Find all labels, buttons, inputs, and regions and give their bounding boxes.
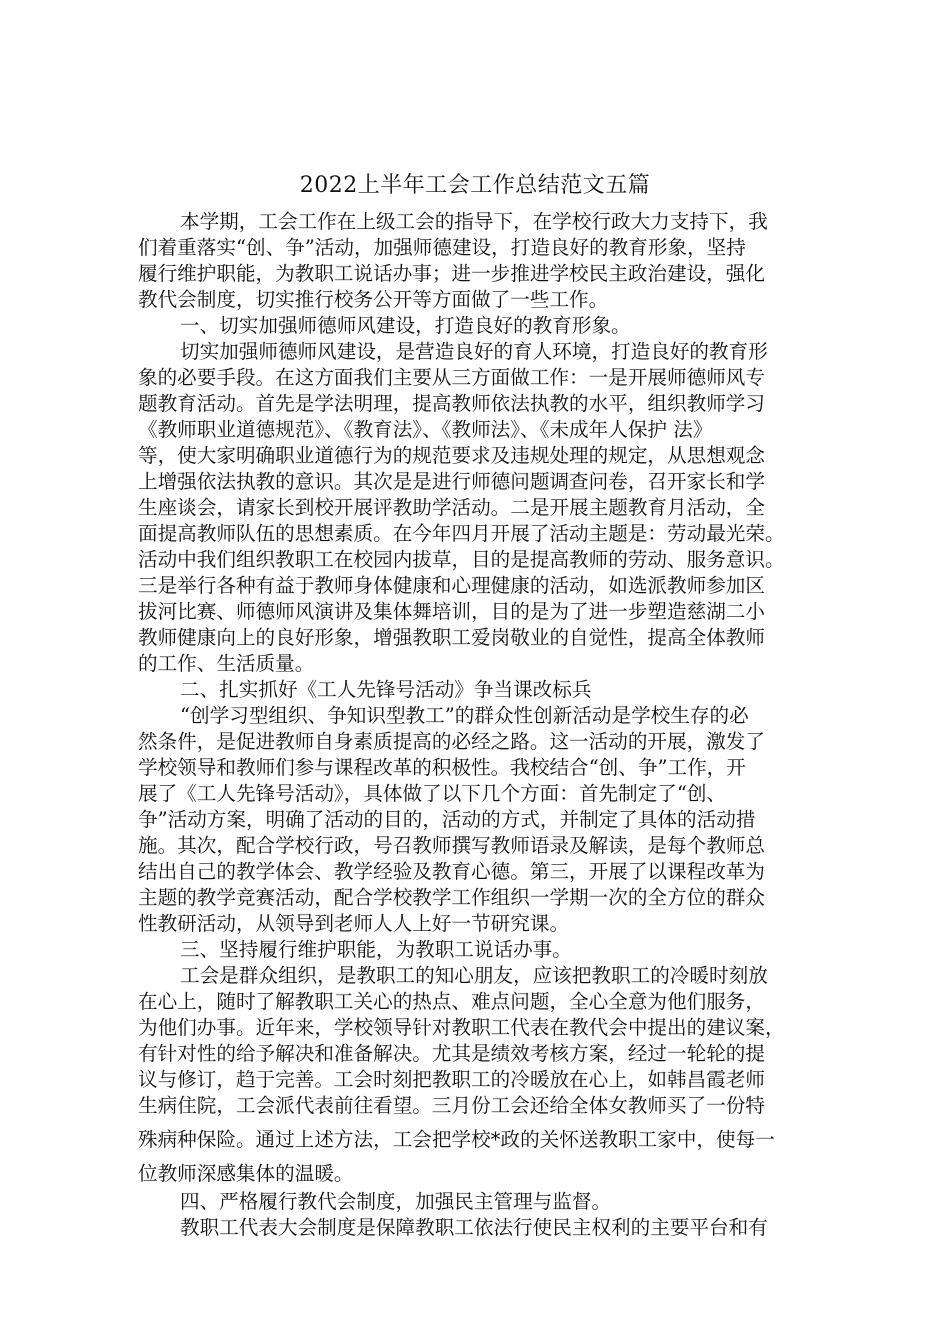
paragraph-line: 学校领导和教师们参与课程改革的积极性。我校结合“创、争”工作，开 [138,756,746,779]
paragraph-line: 殊病种保险。通过上述方法，工会把学校*政的关怀送教职工家中，使每一 [138,1128,775,1151]
paragraph-line: 切实加强师德师风建设，是营造良好的育人环境，打造良好的教育形 [180,340,768,363]
paragraph-line: 《教师职业道德规范》、《教育法》、《教师法》、《未成年人保护 法》 [138,418,713,441]
paragraph-line: 有针对性的给予解决和准备解决。尤其是绩效考核方案，经过一轮轮的提 [138,1042,765,1065]
paragraph-line: 题教育活动。首先是学法明理，提高教师依法执教的水平，组织教师学习 [138,392,765,415]
section-heading: 三、坚持履行维护职能，为教职工说话办事。 [180,938,572,961]
paragraph-line: 上增强依法执教的意识。其次是是进行师德问题调查问卷，召开家长和学 [138,470,765,493]
paragraph-line: 面提高教师队伍的思想素质。在今年四月开展了活动主题是：劳动最光荣。 [138,522,785,545]
paragraph-line: 拔河比赛、师德师风演讲及集体舞培训，目的是为了进一步塑造慈湖二小 [138,600,765,623]
paragraph-line: 等，使大家明确职业道德行为的规范要求及违规处理的规定，从思想观念 [138,444,765,467]
section-heading: 二、扎实抓好《工人先锋号活动》争当课改标兵 [180,678,592,701]
paragraph-line: 三是举行各种有益于教师身体健康和心理健康的活动，如选派教师参加区 [138,574,765,597]
paragraph-line: 履行维护职能，为教职工说话办事；进一步推进学校民主政治建设，强化 [138,262,765,285]
section-heading: 四、严格履行教代会制度，加强民主管理与监督。 [180,1190,612,1213]
paragraph-line: 主题的教学竞赛活动，配合学校教学工作组织一学期一次的全方位的群众 [138,886,765,909]
paragraph-line: 生座谈会，请家长到校开展评教助学活动。二是开展主题教育月活动，全 [138,496,765,519]
paragraph-line: 议与修订，趋于完善。工会时刻把教职工的冷暖放在心上，如韩昌霞老师 [138,1068,765,1091]
paragraph-line: 的工作、生活质量。 [138,652,315,675]
paragraph-line: “创学习型组织、争知识型教工”的群众性创新活动是学校生存的必 [180,704,749,727]
paragraph-line: 本学期，工会工作在上级工会的指导下，在学校行政大力支持下，我 [180,210,768,233]
paragraph-line: 工会是群众组织，是教职工的知心朋友，应该把教职工的冷暖时刻放 [180,964,768,987]
paragraph-line: 为他们办事。近年来，学校领导针对教职工代表在教代会中提出的建议案， [138,1016,785,1039]
paragraph-line: 性教研活动，从领导到老师人人上好一节研究课。 [138,912,570,935]
paragraph-line: 施。其次，配合学校行政，号召教师撰写教师语录及解读，是每个教师总 [138,834,765,857]
paragraph-line: 们着重落实“创、争”活动，加强师德建设，打造良好的教育形象，坚持 [138,236,746,259]
paragraph-line: 生病住院，工会派代表前往看望。三月份工会还给全体女教师买了一份特 [138,1094,765,1117]
paragraph-line: 在心上，随时了解教职工关心的热点、难点问题，全心全意为他们服务， [138,990,765,1013]
paragraph-line: 象的必要手段。在这方面我们主要从三方面做工作：一是开展师德师风专 [138,366,765,389]
paragraph-line: 然条件，是促进教师自身素质提高的必经之路。这一活动的开展，激发了 [138,730,765,753]
paragraph-line: 教师健康向上的良好形象，增强教职工爱岗敬业的自觉性，提高全体教师 [138,626,765,649]
section-heading: 一、切实加强师德师风建设，打造良好的教育形象。 [180,314,631,337]
paragraph-line: 教代会制度，切实推行校务公开等方面做了一些工作。 [138,288,609,311]
paragraph-line: 教职工代表大会制度是保障教职工依法行使民主权利的主要平台和有 [180,1216,768,1239]
paragraph-line: 位教师深感集体的温暖。 [138,1162,354,1185]
document-title: 2022上半年工会工作总结范文五篇 [299,173,651,198]
paragraph-line: 结出自己的教学体会、教学经验及教育心德。第三，开展了以课程改革为 [138,860,765,883]
paragraph-line: 活动中我们组织教职工在校园内拔草，目的是提高教师的劳动、服务意识。 [138,548,785,571]
paragraph-line: 争”活动方案，明确了活动的目的，活动的方式，并制定了具体的活动措 [138,808,756,831]
paragraph-line: 展了《工人先锋号活动》，具体做了以下几个方面：首先制定了“创、 [138,782,727,805]
